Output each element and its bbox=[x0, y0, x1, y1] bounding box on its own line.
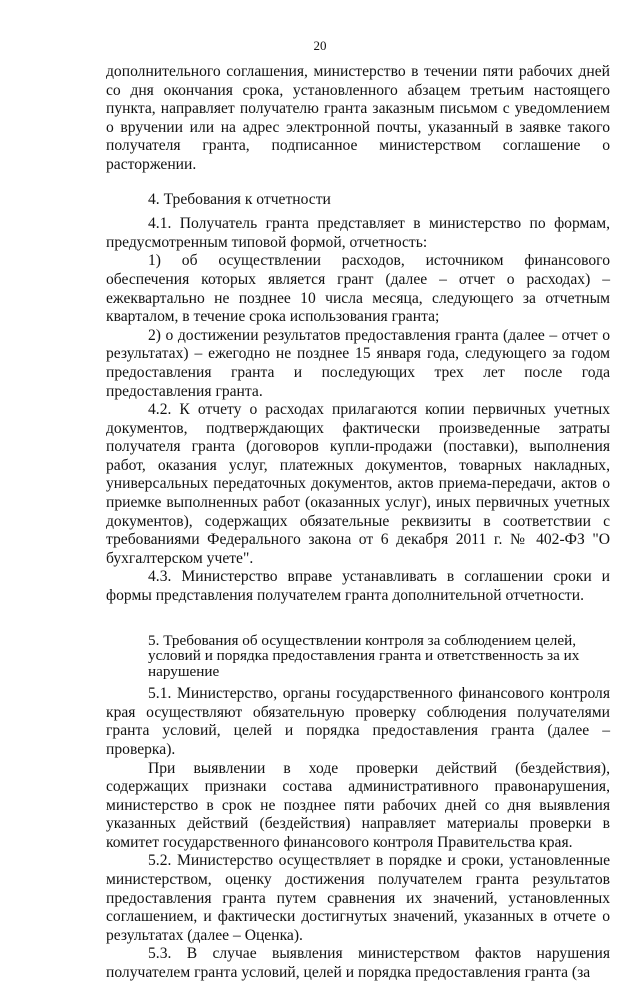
section-5-heading-line-3: нарушение bbox=[148, 662, 220, 680]
section-4-heading: 4. Требования к отчетности bbox=[148, 190, 331, 208]
document-body bbox=[106, 63, 610, 983]
paragraph-intro: дополнительного соглашения, министерство в течении пяти рабочих дней со дня окончания срока, установленного абзацем третьим настоящего пункта, направляет получателю гранта заказным письмом с уведомлением о вручении или на адрес электронной почты, указанный в заявке такого получателя гранта, подписанное министерством соглашение о расторжении. bbox=[106, 63, 610, 173]
paragraph-5-1: 5.1. Министерство, органы государственного финансового контроля края осуществляют обязательную проверку соблюдения получателями гранта условий, целей и порядка предоставления гранта (далее – проверка). bbox=[106, 685, 610, 758]
paragraph-5-2: 5.2. Министерство осуществляет в порядке и сроки, установленные министерством, оценку достижения получателем гранта результатов предоставления гранта путем сравнения их значений, установленных соглашением, и фактически достигнутых значений, указанных в отчете о результатах (далее – Оценка). bbox=[106, 852, 610, 944]
section-5-heading bbox=[106, 633, 610, 680]
paragraph-5-1-b: При выявлении в ходе проверки действий (бездействия), содержащих признаки состава административного правонарушения, министерство в срок не позднее пяти рабочих дней со дня выявления указанных действий (бездействия) направляет материалы проверки в комитет государственного финансового контроля Правительства края. bbox=[106, 759, 610, 851]
paragraph-5-3: 5.3. В случае выявления министерством фактов нарушения получателем гранта условий, целей и порядка предоставления гранта (за bbox=[106, 945, 610, 982]
paragraph-4-1-2: 2) о достижении результатов предоставления гранта (далее – отчет о результатах) – ежегодно не позднее 15 января года, следующего за годом предоставления гранта и последующих трех лет после года предоставления гранта. bbox=[106, 326, 610, 400]
page-number: 20 bbox=[313, 38, 327, 53]
paragraph-4-3: 4.3. Министерство вправе устанавливать в соглашении сроки и формы представления получателем гранта дополнительной отчетности. bbox=[106, 568, 610, 605]
paragraph-4-1-1: 1) об осуществлении расходов, источником финансового обеспечения которых является грант (далее – отчет о расходах) – ежеквартально не позднее 10 числа месяца, следующего за отчетным кварталом, в течение срока использования гранта; bbox=[106, 252, 610, 326]
section-5-heading-line-1: 5. Требования об осуществлении контроля за соблюдением целей, bbox=[148, 631, 577, 649]
paragraph-4-1: 4.1. Получатель гранта представляет в министерство по формам, предусмотренным типовой формой, отчетность: bbox=[106, 215, 610, 251]
paragraph-4-2: 4.2. К отчету о расходах прилагаются копии первичных учетных документов, подтверждающих фактически произведенные затраты получателя гранта (договоров купли-продажи (поставки), выполнения работ, оказания услуг, платежных документов, товарных накладных, универсальных передаточных документов, актов приема-передачи, актов о приемке выполненных работ (оказанных услуг), иных первичных учетных документов), содержащих обязательные реквизиты в соответствии с требованиями Федерального закона от 6 декабря 2011 г. № 402-ФЗ "О бухгалтерском учете". bbox=[106, 401, 610, 567]
section-5-heading-line-2: условий и порядка предоставления гранта и ответственность за их bbox=[148, 647, 580, 665]
